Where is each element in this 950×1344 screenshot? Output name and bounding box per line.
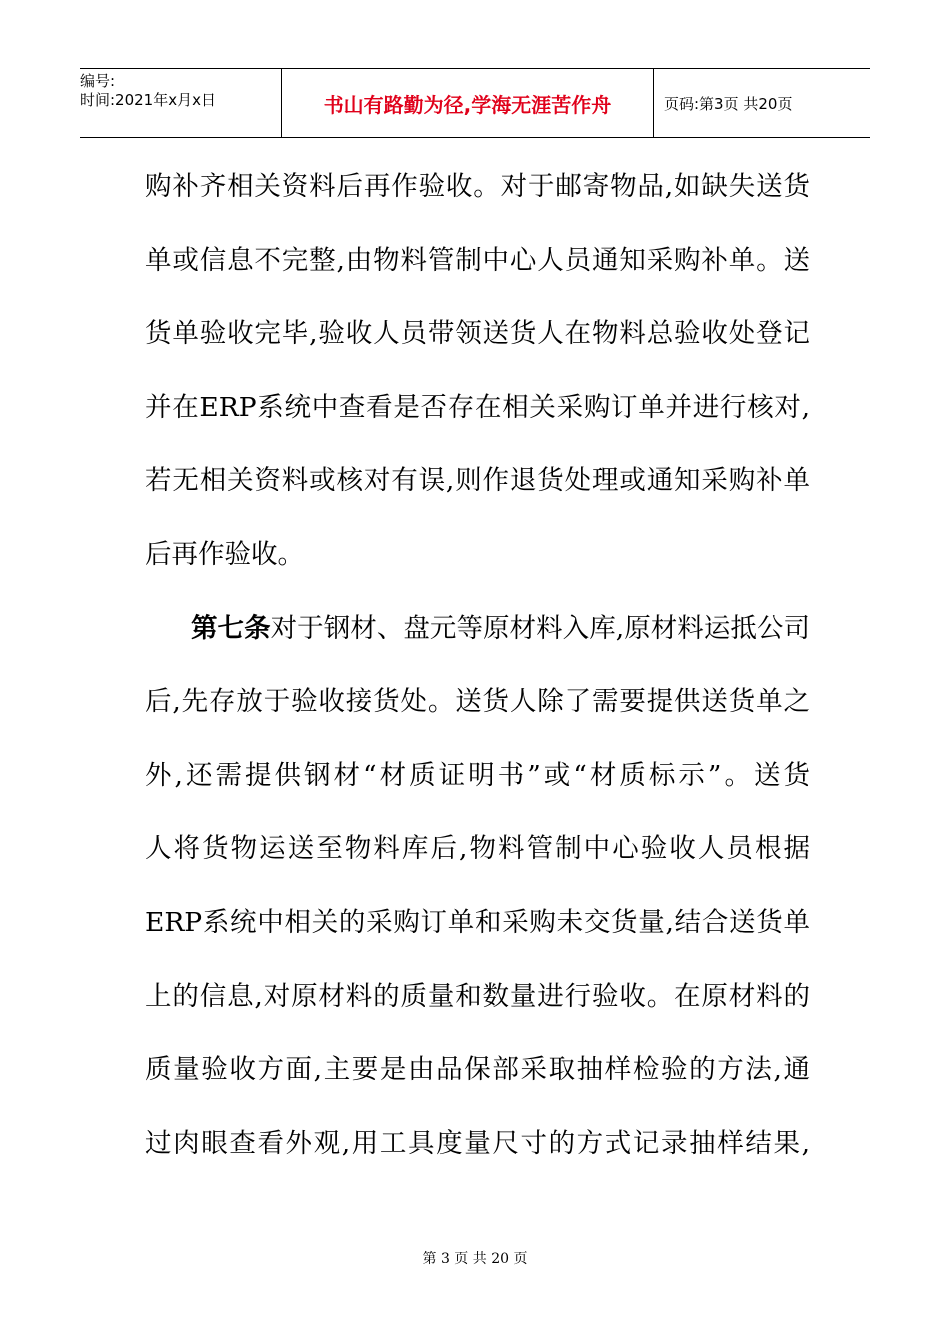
body-line: 后再作验收。 bbox=[145, 538, 304, 570]
header-page-info: 页码:第3页 共20页 bbox=[664, 94, 793, 113]
page-header bbox=[80, 68, 870, 138]
body-line: 货单验收完毕,验收人员带领送货人在物料总验收处登记 bbox=[145, 318, 810, 350]
body-line: 并在ERP系统中查看是否存在相关采购订单并进行核对, bbox=[145, 391, 810, 423]
article-line: 上的信息,对原材料的质量和数量进行验收。在原材料的 bbox=[145, 980, 810, 1012]
article-line: 后,先存放于验收接货处。送货人除了需要提供送货单之 bbox=[145, 686, 810, 718]
article-line: 人将货物运送至物料库后,物料管制中心验收人员根据 bbox=[145, 833, 810, 865]
article-text: 对于钢材、盘元等原材料入库,原材料运抵公司 bbox=[270, 612, 810, 644]
article-line: 外,还需提供钢材“材质证明书”或“材质标示”。送货 bbox=[145, 759, 810, 791]
article-line: 过肉眼查看外观,用工具度量尺寸的方式记录抽样结果, bbox=[145, 1127, 810, 1159]
header-meta bbox=[80, 69, 282, 137]
article-line: ERP系统中相关的采购订单和采购未交货量,结合送货单 bbox=[145, 906, 810, 938]
body-line: 购补齐相关资料后再作验收。对于邮寄物品,如缺失送货 bbox=[145, 171, 810, 202]
document-body bbox=[145, 158, 810, 1188]
body-line: 单或信息不完整,由物料管制中心人员通知采购补单。送 bbox=[145, 244, 810, 276]
article-first-line bbox=[145, 600, 810, 674]
article-title: 第七条 bbox=[191, 612, 271, 644]
page-footer: 第 3 页 共 20 页 bbox=[422, 1251, 528, 1267]
document-time-label: 时间:2021年x月x日 bbox=[80, 91, 216, 109]
body-line: 若无相关资料或核对有误,则作退货处理或通知采购补单 bbox=[145, 465, 810, 497]
header-motto: 书山有路勤为径,学海无涯苦作舟 bbox=[282, 69, 654, 137]
document-number-label: 编号: bbox=[80, 72, 116, 90]
article-line: 质量验收方面,主要是由品保部采取抽样检验的方法,通 bbox=[145, 1054, 810, 1086]
